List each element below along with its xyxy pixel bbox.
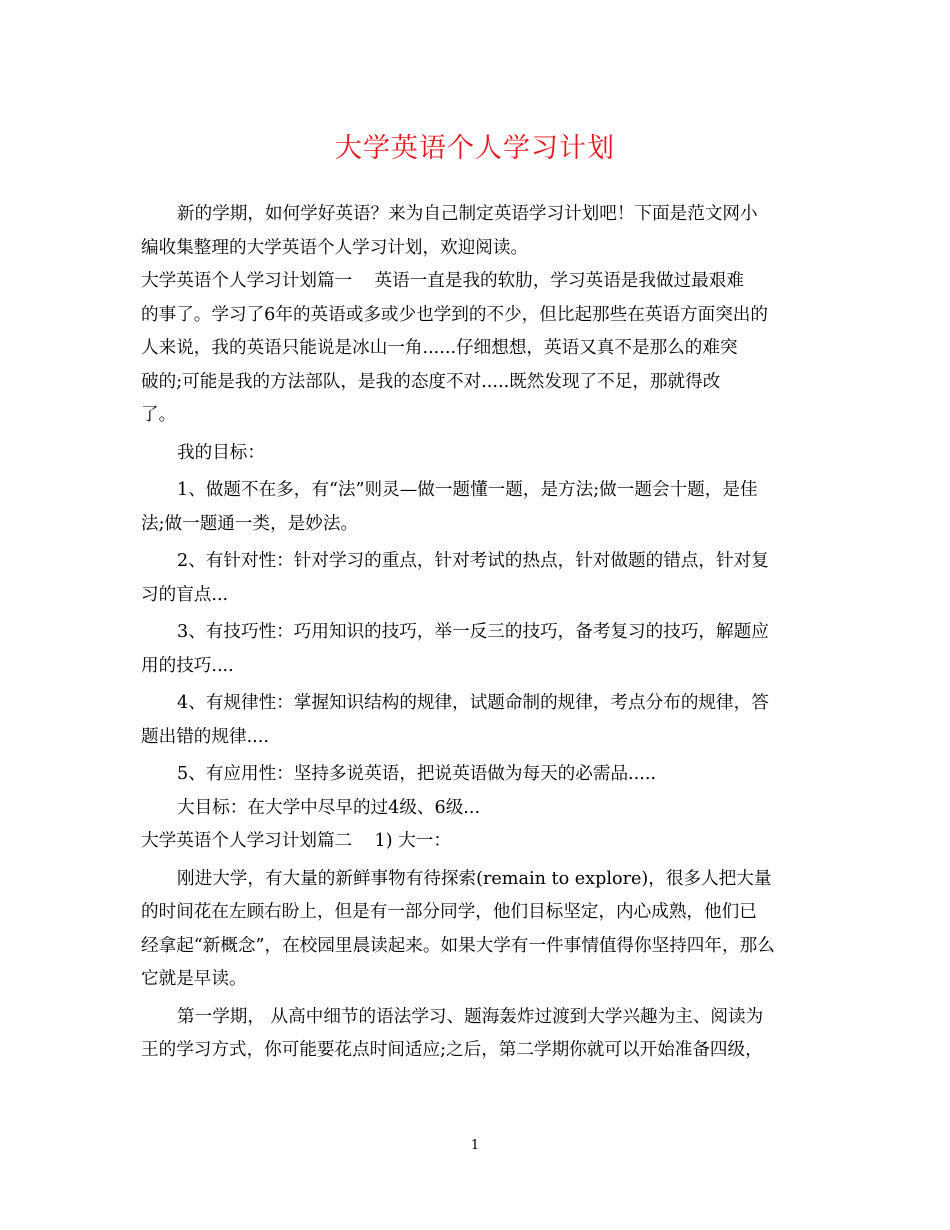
list-item-line: 题出错的规律.... [141, 726, 269, 747]
paragraph-line: 的事了。学习了6年的英语或多或少也学到的不少，但比起那些在英语方面突出的 [141, 304, 768, 325]
paragraph-line: 刚进大学，有大量的新鲜事物有待探索(remain to explore)，很多人把大量 [177, 868, 772, 889]
paragraph-line: 破的;可能是我的方法部队，是我的态度不对.....既然发现了不足，那就得改 [141, 371, 721, 392]
list-item-line: 3、有技巧性：巧用知识的技巧，举一反三的技巧，备考复习的技巧，解题应 [177, 622, 769, 642]
paragraph-line: 大目标：在大学中尽早的过4级、6级... [177, 797, 481, 818]
list-item-line: 5、有应用性：坚持多说英语，把说英语做为每天的必需品..... [177, 764, 657, 784]
paragraph-line: 了。 [141, 405, 177, 425]
paragraph-line: 编收集整理的大学英语个人学习计划，欢迎阅读。 [141, 237, 529, 258]
list-item-line: 习的盲点... [141, 584, 229, 605]
list-item-line: 4、有规律性：掌握知识结构的规律，试题命制的规律，考点分布的规律，答 [177, 693, 769, 713]
document-title: 大学英语个人学习计划 [335, 133, 615, 164]
section-heading-line: 大学英语个人学习计划篇二 1) 大一： [141, 831, 451, 851]
paragraph-line: 新的学期，如何学好英语？来为自己制定英语学习计划吧！下面是范文网小 [177, 204, 758, 224]
paragraph-line: 第一学期， 从高中细节的语法学习、题海轰炸过渡到大学兴趣为主、阅读为 [177, 1006, 764, 1027]
paragraph-line: 王的学习方式，你可能要花点时间适应;之后，第二学期你就可以开始准备四级， [141, 1040, 763, 1060]
list-item-line: 1、做题不在多，有“法”则灵—做一题懂一题，是方法;做一题会十题，是佳 [177, 480, 758, 500]
paragraph-line: 它就是早读。 [141, 969, 247, 989]
paragraph-line: 人来说，我的英语只能说是冰山一角......仔细想想，英语又真不是那么的难突 [141, 338, 738, 358]
section-heading-line: 大学英语个人学习计划篇一 英语一直是我的软肋，学习英语是我做过最艰难 [141, 271, 744, 291]
page-number: 1 [470, 1138, 480, 1153]
paragraph-line: 我的目标： [177, 442, 265, 463]
list-item-line: 法;做一题通一类，是妙法。 [141, 513, 359, 534]
list-item-line: 用的技巧.... [141, 655, 234, 676]
document-body [141, 198, 811, 1068]
list-item-line: 2、有针对性：针对学习的重点，针对考试的热点，针对做题的错点，针对复 [177, 551, 769, 571]
paragraph-line: 经拿起“新概念”，在校园里晨读起来。如果大学有一件事情值得你坚持四年，那么 [141, 935, 775, 956]
paragraph-line: 的时间花在左顾右盼上，但是有一部分同学，他们目标坚定，内心成熟，他们已 [141, 902, 757, 922]
